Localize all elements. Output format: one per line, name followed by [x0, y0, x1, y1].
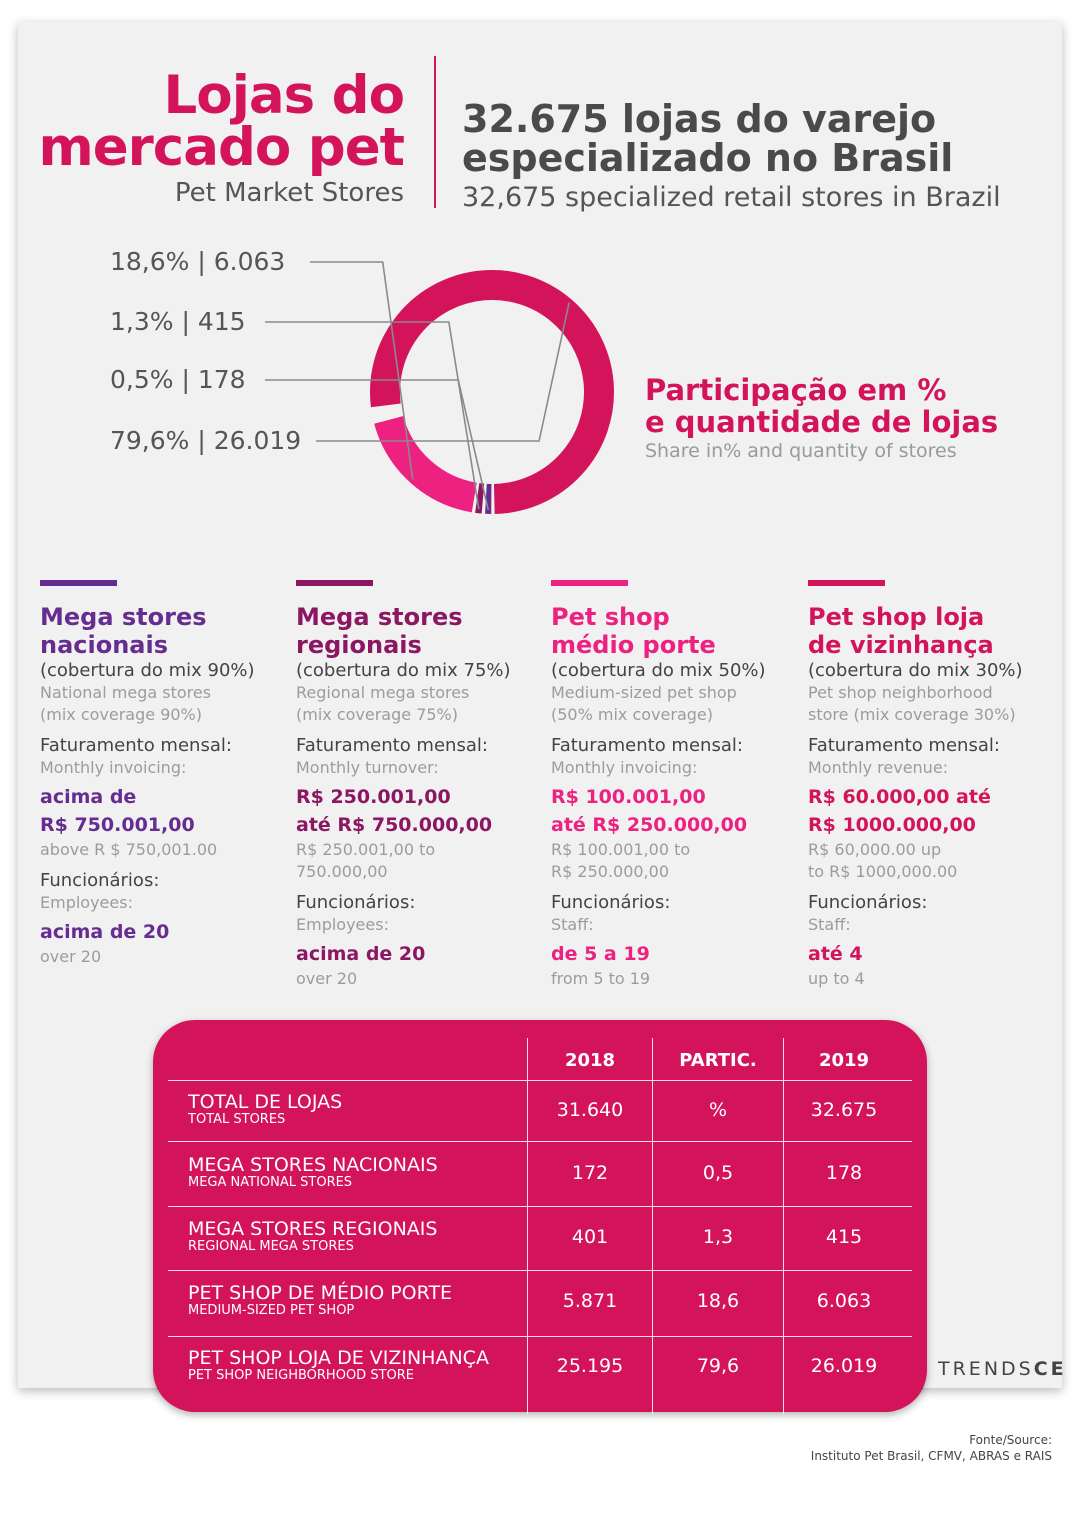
invoicing-label-en: Monthly invoicing: [551, 758, 698, 777]
table-header-2018: 2018 [564, 1050, 616, 1071]
cell-partic: 0,5 [702, 1162, 734, 1184]
cell-partic: 79,6 [696, 1355, 740, 1377]
category-color-bar [808, 580, 885, 586]
trendsce-logo [938, 1358, 1067, 1380]
category-description-en: National mega stores (mix coverage 90%) [40, 683, 212, 724]
invoicing-value: R$ 60.000,00 até R$ 1000.000,00 [808, 786, 991, 836]
invoicing-value: R$ 250.001,00 até R$ 750.000,00 [296, 786, 493, 836]
employees-value: de 5 a 19 [551, 943, 650, 965]
invoicing-label: Faturamento mensal: [296, 735, 488, 756]
row-label-pt: PET SHOP DE MÉDIO PORTE [188, 1282, 453, 1304]
category-column [551, 580, 796, 990]
cell-2018: 172 [571, 1162, 609, 1184]
headline-line-2: especializado no Brasil [462, 136, 954, 180]
row-label-pt: TOTAL DE LOJAS [188, 1091, 343, 1113]
category-description-en: Regional mega stores (mix coverage 75%) [296, 683, 470, 724]
employees-label-en: Employees: [296, 915, 389, 934]
leader-line [316, 303, 569, 441]
cell-2018: 401 [571, 1226, 609, 1248]
cell-partic: % [708, 1099, 728, 1121]
title-english: Pet Market Stores [174, 178, 404, 208]
row-label-en: REGIONAL MEGA STORES [188, 1239, 354, 1254]
headline-line-1: 32.675 lojas do varejo [462, 97, 937, 141]
employees-value-en: over 20 [296, 969, 358, 988]
employees-value-en: over 20 [40, 947, 102, 966]
table-header-partic: PARTIC. [679, 1050, 757, 1071]
category-coverage: (cobertura do mix 30%) [808, 660, 1023, 681]
category-coverage: (cobertura do mix 50%) [551, 660, 766, 681]
invoicing-value: acima de R$ 750.001,00 [40, 786, 195, 836]
category-color-bar [296, 580, 373, 586]
donut-chart [0, 0, 1080, 560]
category-coverage: (cobertura do mix 75%) [296, 660, 511, 681]
chart-title [645, 374, 998, 438]
employees-label: Funcionários: [296, 892, 416, 913]
table-row [168, 1207, 912, 1269]
donut-slice [477, 498, 483, 499]
employees-label-en: Employees: [40, 893, 133, 912]
slice-label: 0,5% | 178 [110, 365, 246, 394]
category-description-en: Medium-sized pet shop (50% mix coverage) [551, 683, 737, 724]
invoicing-label: Faturamento mensal: [40, 735, 232, 756]
logo-text: TRENDS [938, 1358, 1034, 1380]
invoicing-label-en: Monthly invoicing: [40, 758, 187, 777]
employees-label: Funcionários: [808, 892, 928, 913]
row-label-en: MEGA NATIONAL STORES [188, 1175, 353, 1190]
employees-value-en: up to 4 [808, 969, 865, 988]
cell-2019: 415 [825, 1226, 863, 1248]
chart-title-line-2: e quantidade de lojas [645, 405, 999, 439]
row-label [188, 1218, 437, 1254]
table-row [168, 1143, 912, 1205]
cell-2019: 178 [825, 1162, 863, 1184]
title-line-1: Lojas do [163, 65, 404, 126]
headline-english: 32,675 specialized retail stores in Brazil [462, 182, 1001, 213]
category-color-bar [551, 580, 628, 586]
row-label [188, 1154, 438, 1190]
category-column [808, 580, 1053, 990]
category-title: Mega stores nacionais [40, 603, 207, 659]
invoicing-label: Faturamento mensal: [551, 735, 743, 756]
cell-partic: 18,6 [696, 1290, 740, 1312]
invoicing-value: R$ 100.001,00 até R$ 250.000,00 [551, 786, 748, 836]
source-note [811, 1432, 1052, 1464]
source-text: Instituto Pet Brasil, CFMV, ABRAS e RAIS [810, 1449, 1052, 1463]
cell-2018: 5.871 [562, 1290, 618, 1312]
invoicing-label-en: Monthly revenue: [808, 758, 949, 777]
title-line-2: mercado pet [38, 117, 404, 178]
row-label-pt: PET SHOP LOJA DE VIZINHANÇA [188, 1347, 489, 1369]
employees-label-en: Staff: [551, 915, 594, 934]
row-label-en: TOTAL STORES [188, 1112, 286, 1127]
stores-table [153, 1020, 927, 1412]
cell-2018: 25.195 [556, 1355, 624, 1377]
chart-title-line-1: Participação em % [645, 373, 947, 407]
cell-2018: 31.640 [556, 1099, 624, 1121]
donut-slice [389, 420, 475, 498]
slice-label: 1,3% | 415 [110, 307, 246, 336]
employees-label: Funcionários: [40, 870, 160, 891]
cell-2019: 26.019 [810, 1355, 878, 1377]
invoicing-value-en: R$ 250.001,00 to 750.000,00 [296, 840, 436, 881]
source-label: Fonte/Source: [969, 1433, 1052, 1447]
table-row [168, 1271, 912, 1333]
category-coverage: (cobertura do mix 90%) [40, 660, 255, 681]
table-row [168, 1080, 912, 1142]
row-label [188, 1282, 452, 1318]
category-column [296, 580, 541, 990]
row-label-pt: MEGA STORES NACIONAIS [188, 1154, 438, 1176]
slice-label: 18,6% | 6.063 [110, 247, 286, 276]
slice-label: 79,6% | 26.019 [110, 426, 302, 455]
category-title: Mega stores regionais [296, 603, 463, 659]
row-label-en: PET SHOP NEIGHBORHOOD STORE [188, 1368, 414, 1383]
invoicing-value-en: R$ 60,000.00 up to R$ 1000,000.00 [808, 840, 958, 881]
invoicing-label: Faturamento mensal: [808, 735, 1000, 756]
cell-partic: 1,3 [702, 1226, 734, 1248]
table-row [168, 1336, 912, 1398]
logo-text-bold: CE [1033, 1358, 1067, 1380]
row-label-pt: MEGA STORES REGIONAIS [188, 1218, 438, 1240]
employees-value: acima de 20 [296, 943, 426, 965]
invoicing-value-en: above R $ 750,001.00 [40, 840, 218, 859]
employees-label: Funcionários: [551, 892, 671, 913]
category-column [40, 580, 285, 968]
invoicing-value-en: R$ 100.001,00 to R$ 250.000,00 [551, 840, 691, 881]
employees-value: até 4 [808, 943, 863, 965]
row-label-en: MEDIUM-SIZED PET SHOP [188, 1303, 355, 1318]
category-color-bar [40, 580, 117, 586]
table-header-2019: 2019 [818, 1050, 870, 1071]
invoicing-label-en: Monthly turnover: [296, 758, 439, 777]
category-description-en: Pet shop neighborhood store (mix coverage 30%) [808, 683, 1016, 724]
chart-subtitle: Share in% and quantity of stores [645, 440, 957, 462]
cell-2019: 32.675 [810, 1099, 878, 1121]
employees-label-en: Staff: [808, 915, 851, 934]
row-label [188, 1347, 489, 1383]
row-label [188, 1091, 342, 1127]
cell-2019: 6.063 [816, 1290, 872, 1312]
category-title: Pet shop loja de vizinhança [808, 603, 994, 659]
employees-value-en: from 5 to 19 [551, 969, 651, 988]
employees-value: acima de 20 [40, 921, 170, 943]
category-title: Pet shop médio porte [551, 603, 716, 659]
